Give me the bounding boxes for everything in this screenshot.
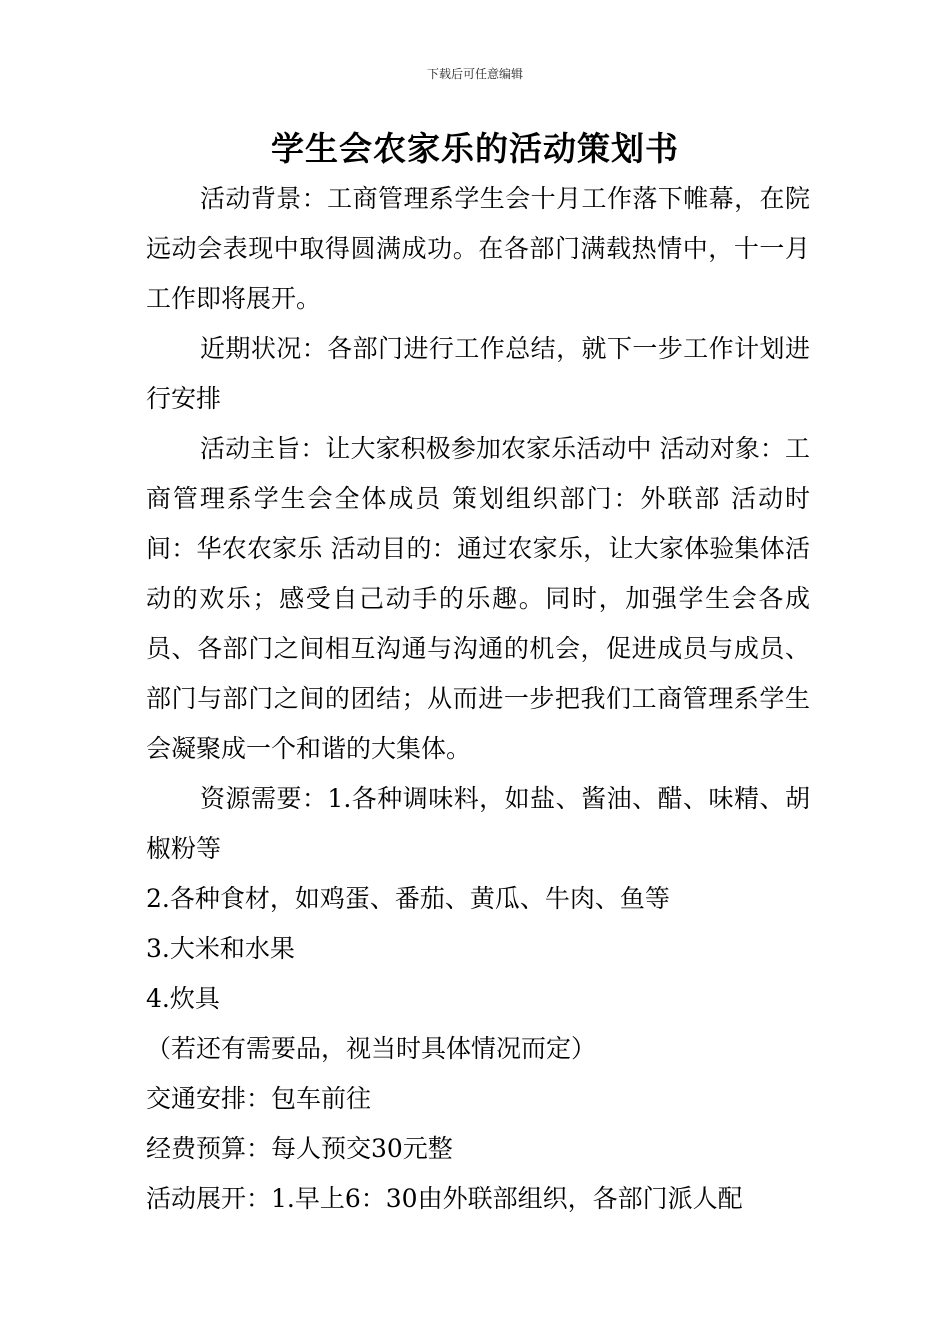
list-item-budget: 经费预算：每人预交30元整 xyxy=(146,1134,453,1163)
header-note: 下载后可任意编辑 xyxy=(426,67,523,81)
list-item-transport: 交通安排：包车前往 xyxy=(146,1084,372,1113)
paragraph-activity-purpose: 活动主旨：让大家积极参加农家乐活动中 活动对象：工商管理系学生会全体成员 策划组织部门：外联部 活动时间：华农农家乐 活动目的：通过农家乐，让大家体验集体活动的欢乐；感受自己动手的乐趣。同时，加强学生会各成员、各部门之间相互沟通与沟通的机会，促进成员与成员、部门与部门之间的团结；从而进一步把我们工商管理系学生会凝聚成一个和谐的大集体。 xyxy=(146,434,810,763)
paragraph-resources: 资源需要：1.各种调味料，如盐、酱油、醋、味精、胡椒粉等 xyxy=(146,784,810,863)
list-item-rice-fruit: 3.大米和水果 xyxy=(146,934,295,963)
list-item-ingredients: 2.各种食材，如鸡蛋、番茄、黄瓜、牛肉、鱼等 xyxy=(146,884,670,913)
list-item-cookware: 4.炊具 xyxy=(146,984,220,1013)
paragraph-background: 活动背景：工商管理系学生会十月工作落下帷幕，在院远动会表现中取得圆满成功。在各部门满载热情中，十一月工作即将展开。 xyxy=(146,184,810,313)
paragraph-recent-status: 近期状况：各部门进行工作总结，就下一步工作计划进行安排 xyxy=(146,334,810,413)
list-item-schedule: 活动展开：1.早上6：30由外联部组织，各部门派人配 xyxy=(146,1184,743,1213)
document-body xyxy=(146,174,810,1224)
list-item-note: （若还有需要品，视当时具体情况而定） xyxy=(146,1034,597,1063)
page-title: 学生会农家乐的活动策划书 xyxy=(271,129,679,168)
